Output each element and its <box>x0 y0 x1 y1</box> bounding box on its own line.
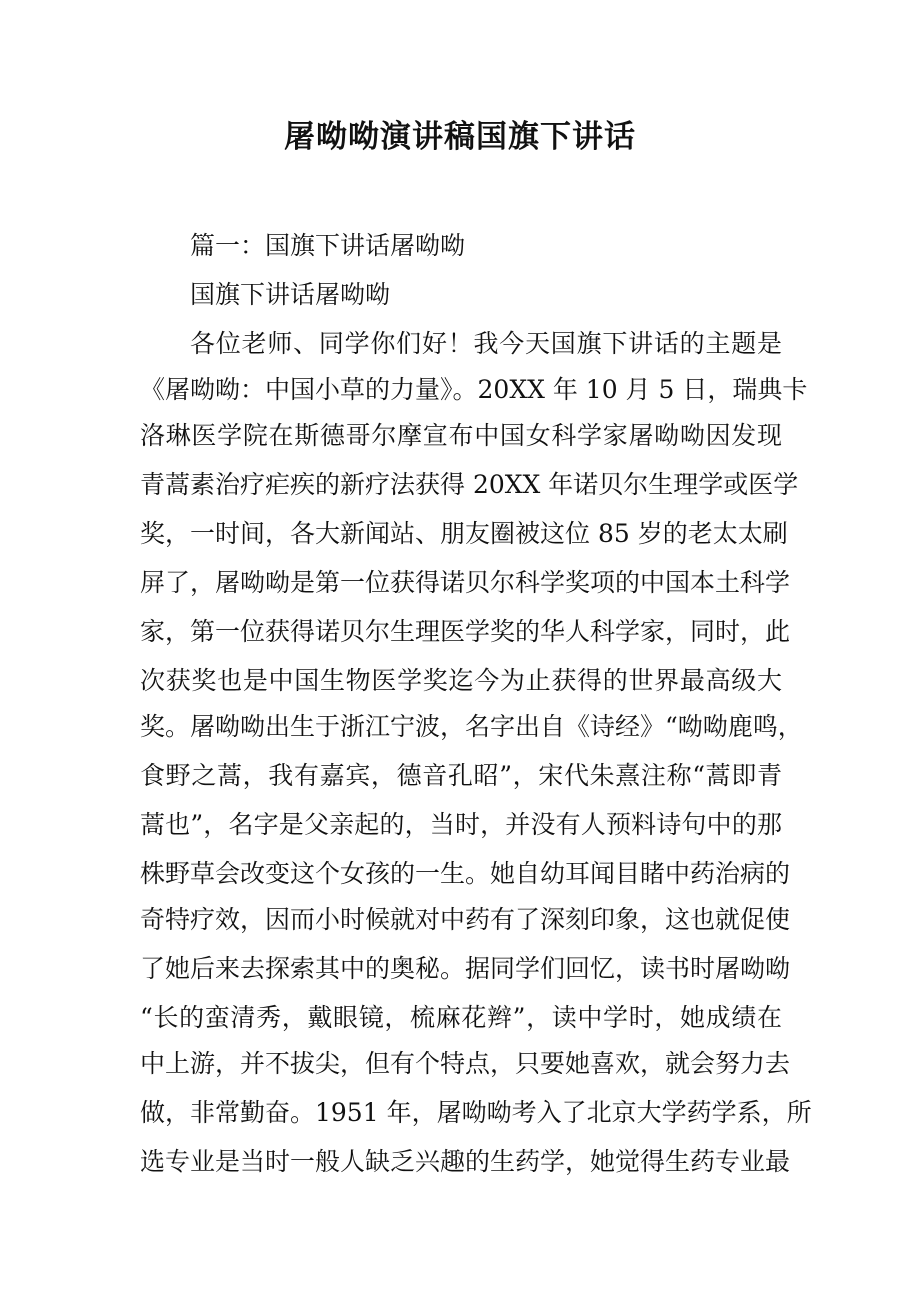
body-line: 蒿也”，名字是父亲起的，当时，并没有人预料诗句中的那 <box>140 810 782 839</box>
body-line: 奇特疗效，因而小时候就对中药有了深刻印象，这也就促使 <box>140 905 791 934</box>
body-line: 奖，一时间，各大新闻站、朋友圈被这位 85 岁的老太太刷 <box>140 519 788 548</box>
body-line: 奖。屠呦呦出生于浙江宁波，名字出自《诗经》“呦呦鹿鸣， <box>140 712 803 741</box>
body-line: 做，非常勤奋。1951 年，屠呦呦考入了北京大学药学系，所 <box>140 1098 812 1127</box>
body-line: 家，第一位获得诺贝尔生理医学奖的华人科学家，同时，此 <box>140 617 791 646</box>
body-line: 《屠呦呦：中国小草的力量》。20XX 年 10 月 5 日，瑞典卡 <box>140 375 808 404</box>
section-heading: 篇一：国旗下讲话屠呦呦 <box>190 231 466 260</box>
body-line: 屏了，屠呦呦是第一位获得诺贝尔科学奖项的中国本土科学 <box>140 568 791 597</box>
body-line: 各位老师、同学你们好！我今天国旗下讲话的主题是 <box>190 329 782 358</box>
body-line: 中上游，并不拔尖，但有个特点，只要她喜欢，就会努力去 <box>140 1049 791 1078</box>
body-line: 食野之蒿，我有嘉宾，德音孔昭”，宋代朱熹注称“蒿即青 <box>140 761 782 790</box>
body-line: 株野草会改变这个女孩的一生。她自幼耳闻目睹中药治病的 <box>140 859 791 888</box>
body-line: “长的蛮清秀，戴眼镜，梳麻花辫”，读中学时，她成绩在 <box>140 1003 782 1032</box>
body-line: 了她后来去探索其中的奥秘。据同学们回忆，读书时屠呦呦 <box>140 954 791 983</box>
body-line: 次获奖也是中国生物医学奖迄今为止获得的世界最高级大 <box>140 666 782 695</box>
subheading: 国旗下讲话屠呦呦 <box>190 280 391 309</box>
body-line: 选专业是当时一般人缺乏兴趣的生药学，她觉得生药专业最 <box>140 1147 791 1176</box>
body-line: 青蒿素治疗疟疾的新疗法获得 20XX 年诺贝尔生理学或医学 <box>140 470 799 499</box>
document-title: 屠呦呦演讲稿国旗下讲话 <box>284 119 636 155</box>
body-line: 洛琳医学院在斯德哥尔摩宣布中国女科学家屠呦呦因发现 <box>140 421 782 450</box>
